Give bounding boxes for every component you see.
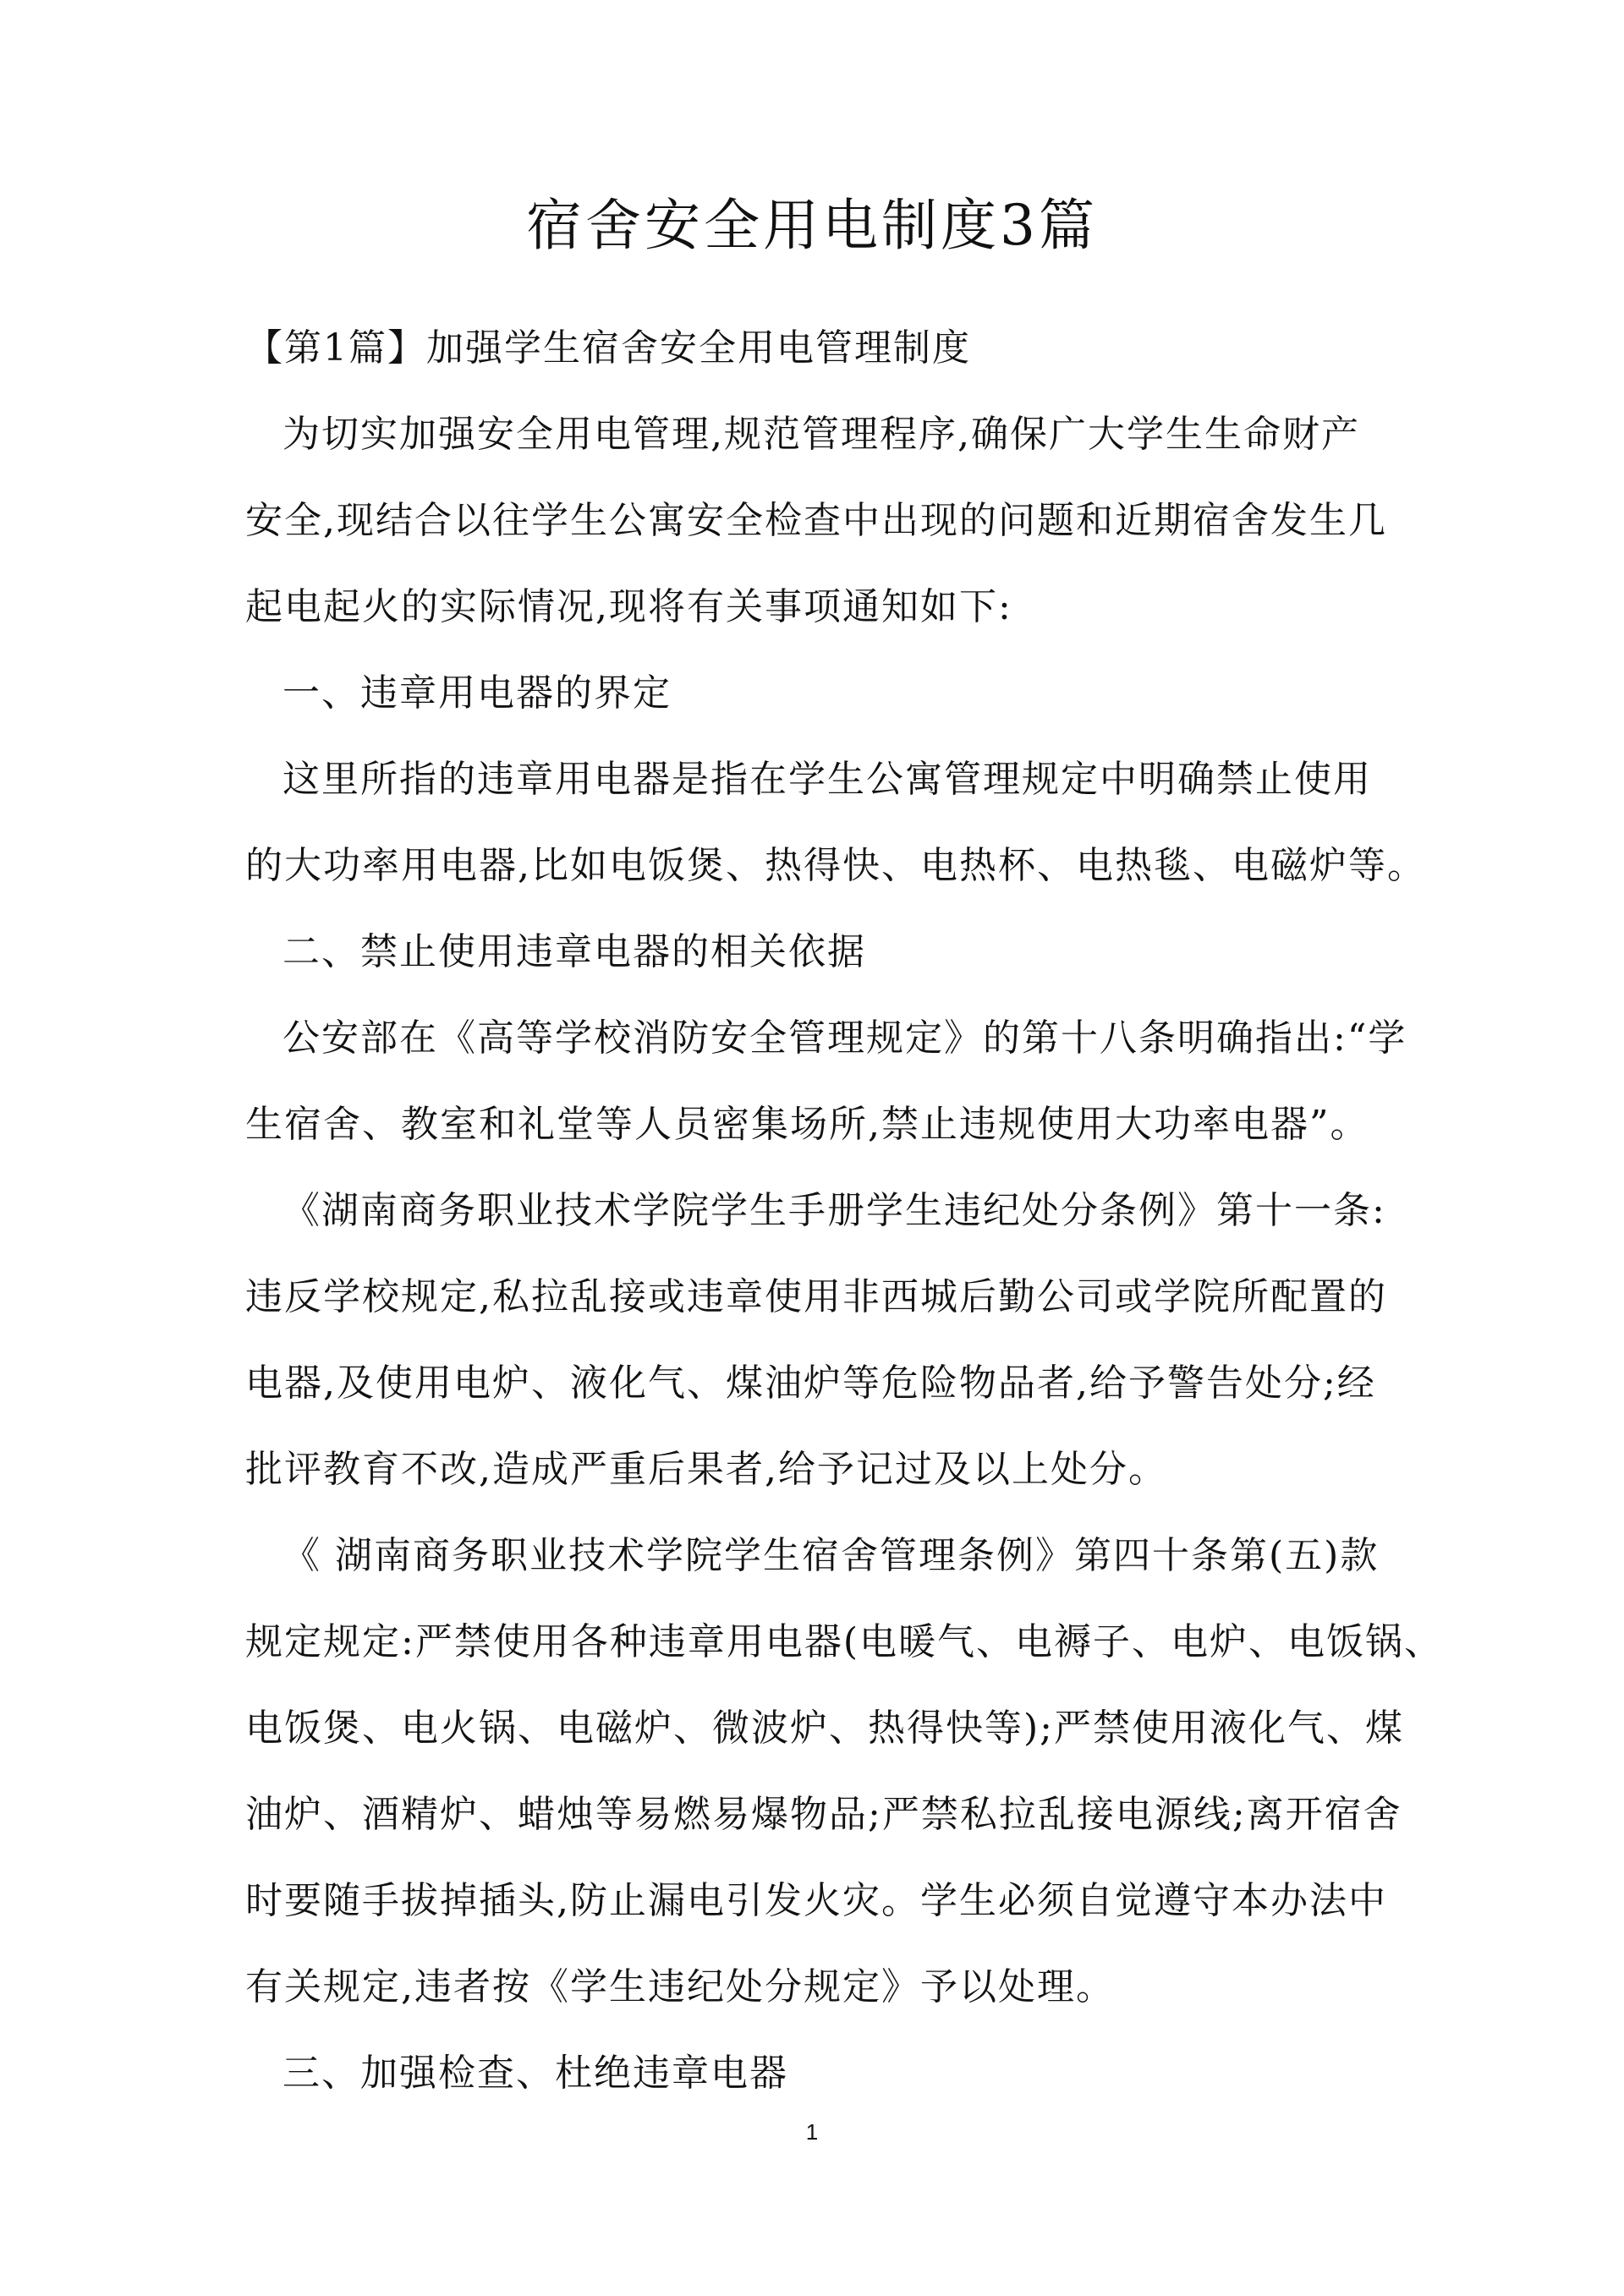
paragraph-line: 为切实加强安全用电管理,规范管理程序,确保广大学生生命财产 bbox=[283, 413, 1360, 456]
paragraph-line: 公安部在《高等学校消防安全管理规定》的第十八条明确指出:“学 bbox=[283, 1016, 1407, 1060]
subsection-heading: 二、禁止使用违章电器的相关依据 bbox=[283, 930, 866, 973]
subsection-heading: 一、违章用电器的界定 bbox=[283, 671, 672, 715]
paragraph-line: 有关规定,违者按《学生违纪处分规定》予以处理。 bbox=[245, 1965, 1115, 2008]
paragraph-line: 规定规定:严禁使用各种违章用电器(电暖气、电褥子、电炉、电饭锅、 bbox=[245, 1620, 1443, 1663]
document-title: 宿舍安全用电制度3篇 bbox=[526, 193, 1098, 258]
paragraph-line: 这里所指的违章用电器是指在学生公寓管理规定中明确禁止使用 bbox=[283, 758, 1372, 801]
paragraph-line: 《 湖南商务职业技术学院学生宿舍管理条例》第四十条第(五)款 bbox=[283, 1534, 1380, 1577]
paragraph-line: 违反学校规定,私拉乱接或违章使用非西城后勤公司或学院所配置的 bbox=[245, 1275, 1387, 1318]
paragraph-line: 安全,现结合以往学生公寓安全检查中出现的问题和近期宿舍发生几 bbox=[245, 499, 1387, 542]
subsection-heading: 三、加强检查、杜绝违章电器 bbox=[283, 2052, 788, 2095]
section-heading: 【第1篇】加强学生宿舍安全用电管理制度 bbox=[245, 326, 971, 370]
paragraph-line: 生宿舍、教室和礼堂等人员密集场所,禁止违规使用大功率电器”。 bbox=[245, 1103, 1369, 1146]
paragraph-line: 的大功率用电器,比如电饭煲、热得快、电热杯、电热毯、电磁炉等。 bbox=[245, 844, 1426, 887]
page-number: 1 bbox=[805, 2119, 819, 2145]
paragraph-line: 起电起火的实际情况,现将有关事项通知如下: bbox=[245, 585, 1012, 628]
paragraph-line: 电器,及使用电炉、液化气、煤油炉等危险物品者,给予警告处分;经 bbox=[245, 1362, 1376, 1405]
paragraph-line: 油炉、酒精炉、蜡烛等易燃易爆物品;严禁私拉乱接电源线;离开宿舍 bbox=[245, 1793, 1402, 1836]
paragraph-line: 电饭煲、电火锅、电磁炉、微波炉、热得快等);严禁使用液化气、煤 bbox=[245, 1707, 1404, 1750]
paragraph-line: 《湖南商务职业技术学院学生手册学生违纪处分条例》第十一条: bbox=[283, 1189, 1386, 1232]
paragraph-line: 时要随手拔掉插头,防止漏电引发火灾。学生必须自觉遵守本办法中 bbox=[245, 1879, 1387, 1922]
paragraph-line: 批评教育不改,造成严重后果者,给予记过及以上处分。 bbox=[245, 1448, 1167, 1491]
